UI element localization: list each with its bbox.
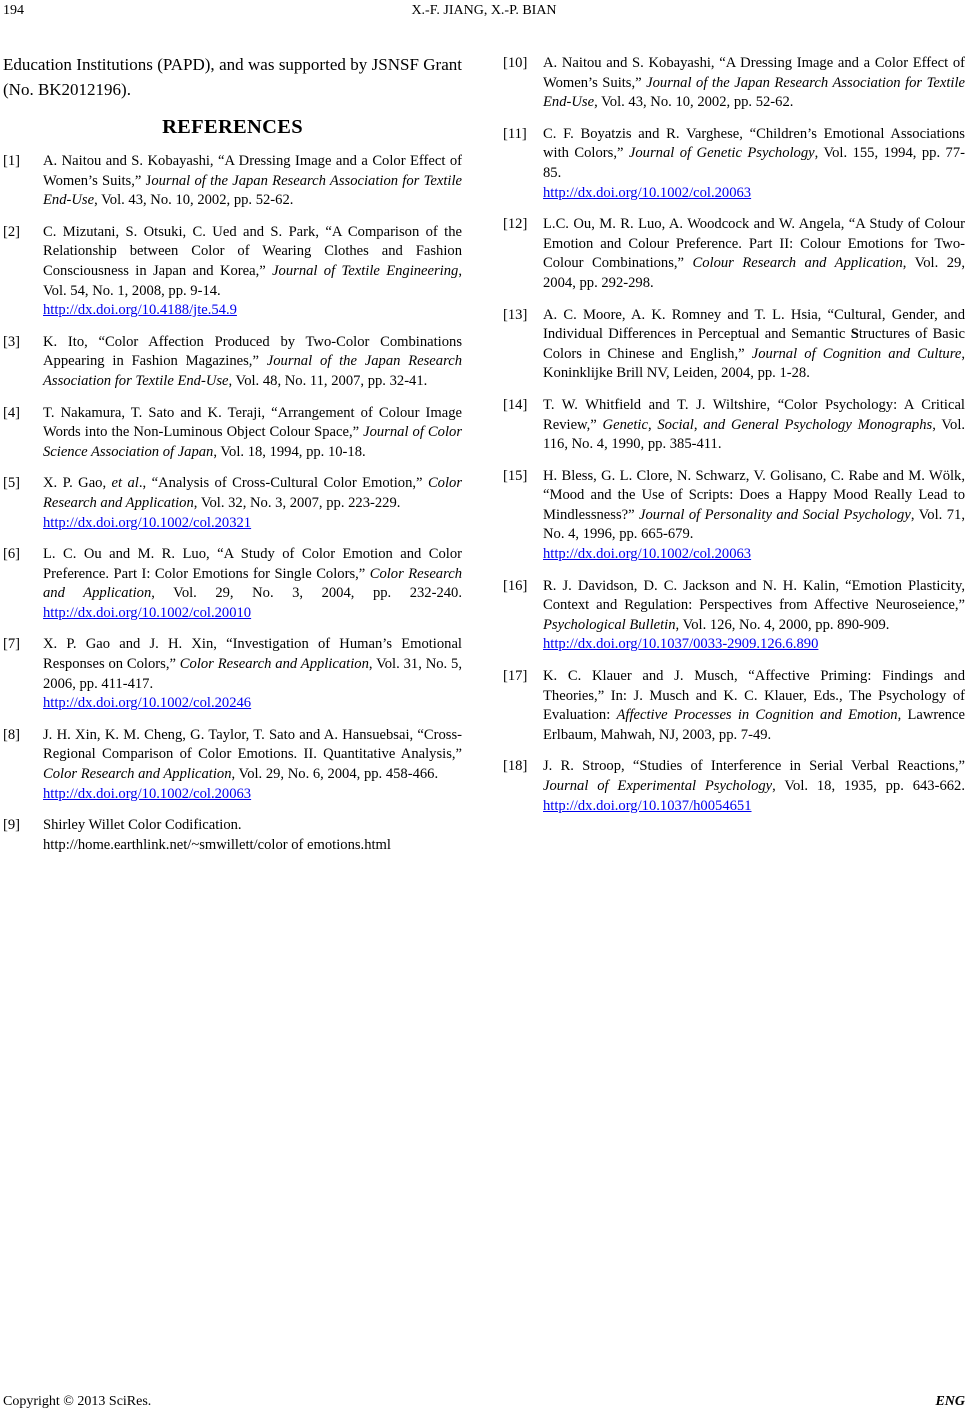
reference-item xyxy=(3,404,462,463)
reference-text: C. Mizutani, S. Otsuki, C. Ued and S. Park, “A Comparison of the Relationship between Color of Wearing Clothes and Fashion Consciousness in Japan and Korea,” Journal of Textile Engineering, Vol. 54, No. 1, 2008, pp. 9-14. http://dx.doi.org/10.4188/jte.54.9 xyxy=(43,223,462,319)
reference-item xyxy=(3,816,462,855)
reference-text: L.C. Ou, M. R. Luo, A. Woodcock and W. Angela, “A Study of Colour Emotion and Colour Preference. Part II: Colour Emotions for Two-Colour Combinations,” Colour Research and Application, Vol. 29, 2004, pp. 292-298. xyxy=(543,216,965,291)
reference-item xyxy=(503,125,965,203)
page-number: 194 xyxy=(3,3,24,18)
reference-number: [17] xyxy=(503,668,528,685)
right-column xyxy=(503,54,965,828)
reference-text: K. C. Klauer and J. Musch, “Affective Priming: Findings and Theories,” In: J. Musch and K. C. Klauer, Eds., The Psychology of Evaluation: Affective Processes in Cognition and Emotion, Lawrence Erlbaum, Mahwah, NJ, 2003, pp. 7-49. xyxy=(543,668,965,743)
reference-number: [9] xyxy=(3,817,21,834)
reference-number: [4] xyxy=(3,404,21,421)
doi-link[interactable]: http://dx.doi.org/10.1002/col.20246 xyxy=(43,695,252,712)
doi-link[interactable]: http://dx.doi.org/10.1037/h0054651 xyxy=(543,797,752,814)
reference-text: A. C. Moore, A. K. Romney and T. L. Hsia, “Cultural, Gender, and Individual Differences in Perceptual and Semantic Structures of Basic Colors in Chinese and English,” Journal of Cognition and Culture, Koninklijke Brill NV, Leiden, 2004, pp. 1-28. xyxy=(543,306,966,382)
reference-number: [8] xyxy=(3,726,21,743)
reference-item xyxy=(503,215,965,293)
doi-link[interactable]: http://dx.doi.org/10.1002/col.20010 xyxy=(43,604,252,621)
reference-item xyxy=(3,635,462,713)
reference-number: [3] xyxy=(3,333,21,350)
acknowledgement-text: Education Institutions (PAPD), and was supported by JSNSF Grant (No. BK2012196). xyxy=(3,55,462,99)
page-header xyxy=(0,3,968,25)
reference-item xyxy=(503,54,965,113)
reference-text: Shirley Willet Color Codification. http://home.earthlink.net/~smwillett/color of emotions.html xyxy=(43,817,391,853)
reference-number: [16] xyxy=(503,577,528,594)
reference-item xyxy=(503,396,965,455)
reference-item xyxy=(3,545,462,623)
reference-number: [12] xyxy=(503,216,528,233)
references-heading: REFERENCES xyxy=(162,116,303,138)
reference-item xyxy=(503,577,965,655)
journal-abbreviation: ENG xyxy=(935,1394,965,1409)
reference-number: [14] xyxy=(503,396,528,413)
reference-number: [2] xyxy=(3,223,21,240)
reference-item xyxy=(3,223,462,321)
reference-item xyxy=(3,333,462,392)
reference-item xyxy=(3,726,462,804)
reference-number: [5] xyxy=(3,475,21,492)
page-footer xyxy=(3,1394,965,1414)
reference-text: A. Naitou and S. Kobayashi, “A Dressing Image and a Color Effect of Women’s Suits,” Journal of the Japan Research Association for Textile End-Use, Vol. 43, No. 10, 2002, pp. 52-62. xyxy=(543,55,965,111)
doi-link[interactable]: http://dx.doi.org/10.1037/0033-2909.126.6.890 xyxy=(543,636,819,653)
reference-text: X. P. Gao and J. H. Xin, “Investigation of Human’s Emotional Responses on Colors,” Color Research and Application, Vol. 31, No. 5, 2006, pp. 411-417. http://dx.doi.org/10.1002/col.20246 xyxy=(43,636,462,712)
reference-text: J. R. Stroop, “Studies of Interference in Serial Verbal Reactions,” Journal of Experimental Psychology, Vol. 18, 1935, pp. 643-662. http://dx.doi.org/10.1037/h0054651 xyxy=(543,758,965,814)
reference-item xyxy=(3,152,462,211)
reference-item xyxy=(503,757,965,816)
doi-link[interactable]: http://dx.doi.org/10.1002/col.20063 xyxy=(543,546,752,563)
running-head-authors: X.-F. JIANG, X.-P. BIAN xyxy=(411,3,557,18)
reference-number: [15] xyxy=(503,467,528,484)
reference-text: J. H. Xin, K. M. Cheng, G. Taylor, T. Sato and A. Hansuebsai, “Cross-Regional Comparison of Color Emotions. II. Quantitative Analysis,” Color Research and Application, Vol. 29, No. 6, 2004, pp. 458-466. http://dx.doi.org/10.1002/col.20063 xyxy=(43,726,462,802)
reference-number: [10] xyxy=(503,55,528,71)
reference-url: http://home.earthlink.net/~smwillett/color of emotions.html xyxy=(43,836,391,853)
reference-text: K. Ito, “Color Affection Produced by Two-Color Combinations Appearing in Fashion Magazines,” Journal of the Japan Research Association for Textile End-Use, Vol. 48, No. 11, 2007, pp. 32-41. xyxy=(43,333,462,389)
reference-number: [6] xyxy=(3,546,21,563)
left-column xyxy=(3,52,462,867)
reference-text: X. P. Gao, et al., “Analysis of Cross-Cultural Color Emotion,” Color Research and Application, Vol. 32, No. 3, 2007, pp. 223-229. http://dx.doi.org/10.1002/col.20321 xyxy=(43,475,462,531)
reference-item xyxy=(3,474,462,533)
reference-number: [18] xyxy=(503,758,528,775)
reference-text: A. Naitou and S. Kobayashi, “A Dressing Image and a Color Effect of Women’s Suits,” Journal of the Japan Research Association for Textile End-Use, Vol. 43, No. 10, 2002, pp. 52-62. xyxy=(43,153,462,209)
reference-text: T. W. Whitfield and T. J. Wiltshire, “Color Psychology: A Critical Review,” Genetic, Social, and General Psychology Monographs, Vol. 116, No. 4, 1990, pp. 385-411. xyxy=(543,396,966,453)
reference-number: [1] xyxy=(3,153,21,169)
copyright-text: Copyright © 2013 SciRes. xyxy=(3,1394,152,1409)
reference-item xyxy=(503,306,965,384)
reference-text: T. Nakamura, T. Sato and K. Teraji, “Arrangement of Colour Image Words into the Non-Luminous Object Colour Space,” Journal of Color Science Association of Japan, Vol. 18, 1994, pp. 10-18. xyxy=(43,404,462,460)
reference-text: R. J. Davidson, D. C. Jackson and N. H. Kalin, “Emotion Plasticity, Context and Regulation: Perspectives from Affective Neuroseience,” Psychological Bulletin, Vol. 126, No. 4, 2000, pp. 890-909. http://dx.doi.org/10.1037/0033-2909.126.6.890 xyxy=(543,577,965,653)
doi-link[interactable]: http://dx.doi.org/10.1002/col.20063 xyxy=(43,785,252,802)
doi-link[interactable]: http://dx.doi.org/10.1002/col.20063 xyxy=(543,184,752,201)
reference-item xyxy=(503,667,965,745)
doi-link[interactable]: http://dx.doi.org/10.4188/jte.54.9 xyxy=(43,302,237,319)
doi-link[interactable]: http://dx.doi.org/10.1002/col.20321 xyxy=(43,514,252,531)
reference-text: H. Bless, G. L. Clore, N. Schwarz, V. Golisano, C. Rabe and M. Wölk, “Mood and the Use of Scripts: Does a Happy Mood Really Lead to Mindlessness?” Journal of Personality and Social Psychology, Vol. 71, No. 4, 1996, pp. 665-679. http://dx.doi.org/10.1002/col.20063 xyxy=(543,467,965,563)
reference-number: [11] xyxy=(503,125,527,142)
reference-item xyxy=(503,467,965,565)
reference-text: L. C. Ou and M. R. Luo, “A Study of Color Emotion and Color Preference. Part I: Color Emotions for Single Colors,” Color Research and Application, Vol. 29, No. 3, 2004, pp. 232-240. http://dx.doi.org/10.1002/col.20010 xyxy=(43,546,463,621)
reference-number: [13] xyxy=(503,306,528,323)
reference-text: C. F. Boyatzis and R. Varghese, “Children’s Emotional Associations with Colors,” Journal of Genetic Psychology, Vol. 155, 1994, pp. 77-85. http://dx.doi.org/10.1002/col.20063 xyxy=(543,125,965,201)
reference-number: [7] xyxy=(3,636,21,653)
